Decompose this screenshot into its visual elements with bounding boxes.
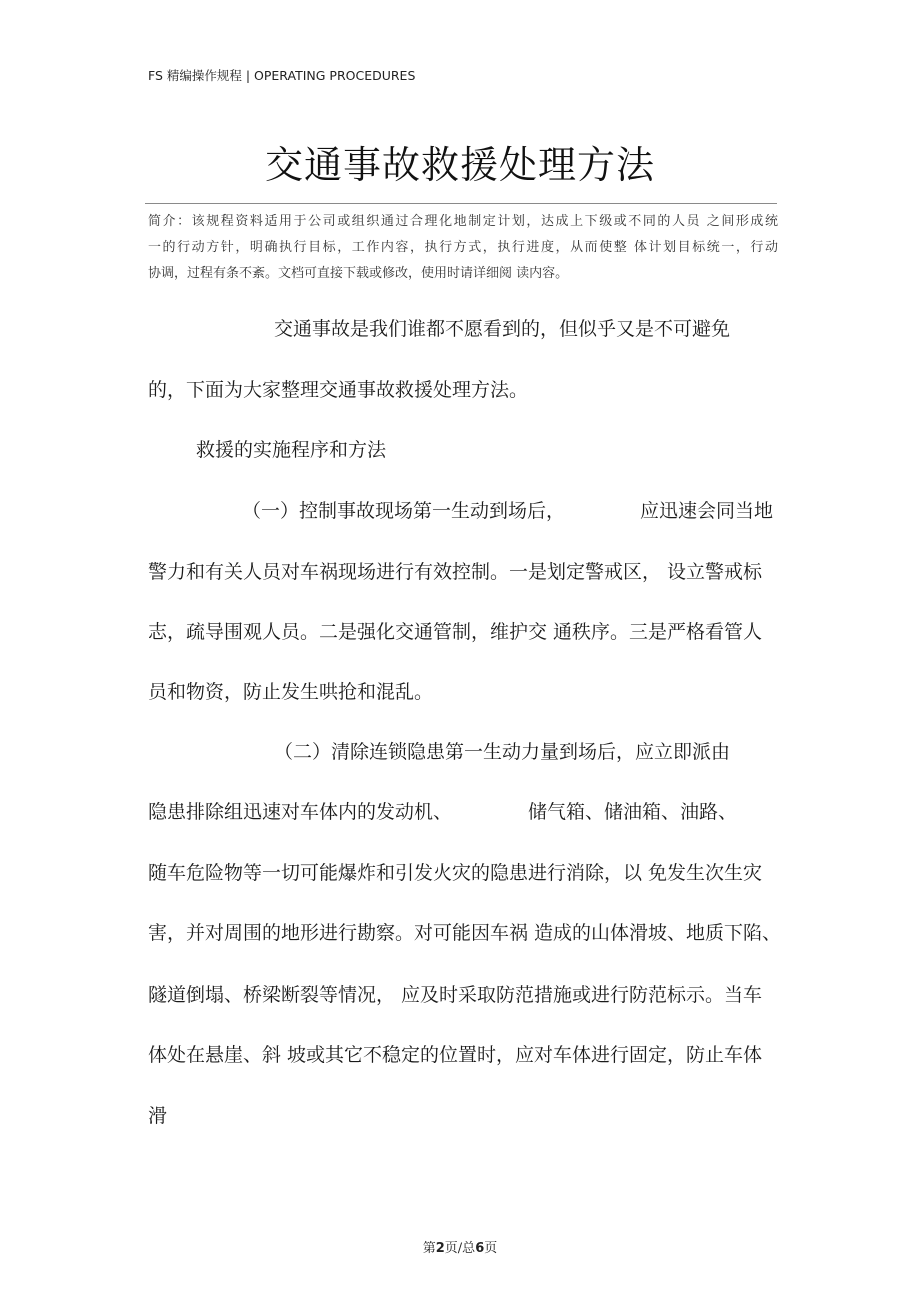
footer-prefix: 第 <box>422 1241 436 1256</box>
body-line-4a: （一）控制事故现场第一生动到场后， <box>242 500 566 522</box>
document-title: 交通事故救援处理方法 <box>264 143 655 187</box>
body-line-5: 警力和有关人员对车祸现场进行有效控制。一是划定警戒区， 设立警戒标 <box>148 561 763 583</box>
footer-mid: 页/总 <box>444 1241 476 1256</box>
footer-total-pages: 6 <box>475 1241 485 1256</box>
footer-suffix: 页 <box>484 1241 498 1256</box>
intro-line: 协调，过程有条不紊。文档可直接下载或修改，使用时请详细阅 读内容。 <box>148 266 569 281</box>
intro-line: 简介：该规程资料适用于公司或组织通过合理化地制定计划，达成上下级或不同的人员 之间形成统 <box>148 214 778 229</box>
body-line-8: （二）清除连锁隐患第一生动力量到场后，应立即派由 <box>274 741 731 763</box>
intro-line: 一的行动方针，明确执行目标，工作内容，执行方式，执行进度，从而使整 体计划目标统一，行动 <box>148 240 778 255</box>
body-line-2: 的，下面为大家整理交通事故救援处理方法。 <box>148 379 529 401</box>
body-line-1: 交通事故是我们谁都不愿看到的，但似乎又是不可避免 <box>274 318 731 340</box>
body-line-9b: 储气箱、储油箱、油路、 <box>528 801 738 823</box>
body-line-9a: 隐患排除组迅速对车体内的发动机、 <box>148 801 453 823</box>
footer-page-number: 2 <box>435 1241 445 1256</box>
intro-summary <box>148 209 778 287</box>
title-divider <box>145 203 777 204</box>
body-line-6: 志，疏导围观人员。二是强化交通管制，维护交 通秩序。三是严格看管人 <box>148 621 763 643</box>
page-footer <box>0 1237 920 1256</box>
section-heading: 救援的实施程序和方法 <box>196 439 387 461</box>
body-line-7: 员和物资，防止发生哄抢和混乱。 <box>148 681 434 703</box>
body-line-12: 隧道倒塌、桥梁断裂等情况， 应及时采取防范措施或进行防范标示。当车 <box>148 984 763 1006</box>
body-line-4b: 应迅速会同当地 <box>640 500 774 522</box>
document-header: FS 精编操作规程 | OPERATING PROCEDURES <box>148 68 416 83</box>
body-line-13: 体处在悬崖、斜 坡或其它不稳定的位置时，应对车体进行固定，防止车体 <box>148 1044 763 1066</box>
body-line-14: 滑 <box>148 1105 168 1127</box>
body-line-11: 害，并对周围的地形进行勘察。对可能因车祸 造成的山体滑坡、地质下陷、 <box>148 922 782 944</box>
body-line-10: 随车危险物等一切可能爆炸和引发火灾的隐患进行消除，以 免发生次生灾 <box>148 862 763 884</box>
